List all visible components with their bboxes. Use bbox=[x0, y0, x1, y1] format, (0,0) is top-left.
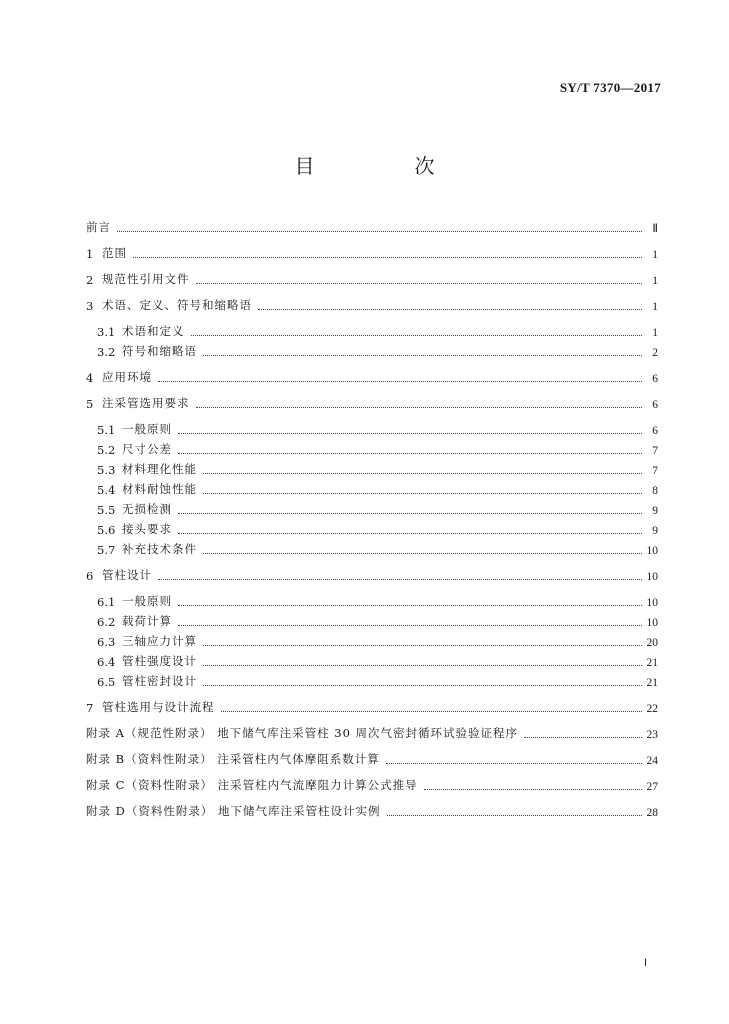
toc-entry-label: 管柱密封设计 bbox=[122, 674, 197, 688]
toc-entry-page: 20 bbox=[646, 637, 658, 649]
toc-leader-dots bbox=[196, 283, 643, 284]
toc-leader-dots bbox=[203, 665, 642, 666]
toc-entry-label: 一般原则 bbox=[122, 422, 172, 436]
toc-entry-label: 术语、定义、符号和缩略语 bbox=[102, 298, 252, 312]
toc-leader-dots bbox=[524, 737, 642, 738]
toc-entry-page: 10 bbox=[646, 597, 658, 609]
toc-leader-dots bbox=[424, 789, 642, 790]
toc-entry-page: 1 bbox=[652, 249, 658, 261]
toc-entry[interactable] bbox=[97, 441, 658, 457]
toc-entry-page: 1 bbox=[652, 301, 658, 313]
toc-leader-dots bbox=[133, 257, 642, 258]
toc-leader-dots bbox=[191, 335, 643, 336]
toc-entry-number: 5.4 bbox=[97, 483, 116, 497]
toc-entry-label: 无损检测 bbox=[122, 502, 172, 516]
toc-leader-dots bbox=[203, 473, 642, 474]
toc-entry-label: 一般原则 bbox=[122, 594, 172, 608]
toc-entry[interactable] bbox=[97, 653, 658, 669]
toc-entry[interactable] bbox=[86, 777, 658, 793]
toc-entry-number: 5.7 bbox=[97, 543, 116, 557]
toc-entry-label: 材料耐蚀性能 bbox=[122, 482, 197, 496]
toc-leader-dots bbox=[203, 493, 642, 494]
toc-leader-dots bbox=[178, 605, 642, 606]
toc-entry-page: 21 bbox=[646, 677, 658, 689]
toc-leader-dots bbox=[386, 763, 642, 764]
toc-entry-number: 5.1 bbox=[97, 423, 116, 437]
page-number: Ⅰ bbox=[644, 958, 647, 969]
toc-title: 目 次 bbox=[294, 154, 475, 178]
toc-entry[interactable] bbox=[97, 343, 658, 359]
toc-entry-page: 22 bbox=[646, 703, 658, 715]
toc-leader-dots bbox=[158, 579, 642, 580]
toc-entry[interactable] bbox=[86, 245, 658, 261]
toc-entry-page: 7 bbox=[652, 465, 658, 477]
toc-entry-number: 6.1 bbox=[97, 595, 116, 609]
toc-entry-page: Ⅱ bbox=[652, 223, 658, 235]
toc-entry-number: 5 bbox=[86, 397, 94, 411]
toc-entry-label: 管柱强度设计 bbox=[122, 654, 197, 668]
toc-entry-page: 21 bbox=[646, 657, 658, 669]
toc-entry[interactable] bbox=[97, 613, 658, 629]
toc-leader-dots bbox=[258, 309, 642, 310]
toc-entry[interactable] bbox=[97, 633, 658, 649]
toc-entry-label: 附录 B（资料性附录） 注采管柱内气体摩阻系数计算 bbox=[86, 752, 380, 766]
toc-entry-page: 10 bbox=[646, 617, 658, 629]
toc-entry-page: 6 bbox=[652, 373, 658, 385]
toc-entry-label: 接头要求 bbox=[122, 522, 172, 536]
toc-entry-label: 附录 A（规范性附录） 地下储气库注采管柱 30 周次气密封循环试验验证程序 bbox=[86, 726, 519, 740]
toc-entry[interactable] bbox=[86, 271, 658, 287]
toc-entry-number: 5.6 bbox=[97, 523, 116, 537]
toc-entry[interactable] bbox=[97, 481, 658, 497]
toc-entry-label: 管柱设计 bbox=[102, 568, 152, 582]
toc-leader-dots bbox=[221, 711, 643, 712]
toc-entry-page: 1 bbox=[652, 275, 658, 287]
toc-entry[interactable] bbox=[97, 421, 658, 437]
toc-leader-dots bbox=[178, 513, 642, 514]
toc-entry-label: 附录 C（资料性附录） 注采管柱内气流摩阻力计算公式推导 bbox=[86, 778, 418, 792]
toc-leader-dots bbox=[178, 625, 642, 626]
toc-entry-number: 6.4 bbox=[97, 655, 116, 669]
toc-entry-label: 术语和定义 bbox=[122, 324, 185, 338]
toc-entry[interactable] bbox=[97, 593, 658, 609]
toc-entry-label: 材料理化性能 bbox=[122, 462, 197, 476]
toc-entry[interactable] bbox=[86, 395, 658, 411]
toc-entry-page: 9 bbox=[652, 505, 658, 517]
toc-entry-label: 管柱选用与设计流程 bbox=[102, 700, 215, 714]
standard-code: SY/T 7370—2017 bbox=[559, 80, 661, 95]
toc-entry[interactable] bbox=[97, 521, 658, 537]
toc-entry-number: 3.2 bbox=[97, 345, 116, 359]
toc-entry[interactable] bbox=[86, 725, 658, 741]
toc-entry-number: 5.3 bbox=[97, 463, 116, 477]
toc-leader-dots bbox=[196, 407, 643, 408]
toc-leader-dots bbox=[178, 533, 642, 534]
toc-entry-number: 6.5 bbox=[97, 675, 116, 689]
toc-entry-page: 28 bbox=[646, 807, 658, 819]
toc-entry-number: 6 bbox=[86, 569, 94, 583]
toc-entry-page: 6 bbox=[652, 399, 658, 411]
toc-leader-dots bbox=[178, 433, 642, 434]
toc-entry[interactable] bbox=[97, 673, 658, 689]
toc-entry-label: 载荷计算 bbox=[122, 614, 172, 628]
toc-entry-label: 补充技术条件 bbox=[122, 542, 197, 556]
toc-entry-page: 24 bbox=[646, 755, 658, 767]
toc-leader-dots bbox=[203, 685, 642, 686]
toc-entry-label: 应用环境 bbox=[102, 370, 152, 384]
toc-entry-label: 规范性引用文件 bbox=[102, 272, 190, 286]
toc-entry-number: 2 bbox=[86, 273, 94, 287]
toc-entry-number: 6.2 bbox=[97, 615, 116, 629]
toc-entry-label: 前言 bbox=[86, 220, 111, 234]
toc-entry-number: 3.1 bbox=[97, 325, 116, 339]
toc-entry-number: 4 bbox=[86, 371, 94, 385]
toc-entry[interactable] bbox=[86, 803, 658, 819]
toc-leader-dots bbox=[158, 381, 642, 382]
toc-entry-page: 23 bbox=[646, 729, 658, 741]
toc-entry-number: 5.5 bbox=[97, 503, 116, 517]
toc-entry-page: 1 bbox=[652, 327, 658, 339]
toc-entry[interactable] bbox=[86, 567, 658, 583]
toc-entry-page: 2 bbox=[652, 347, 658, 359]
toc-entry[interactable] bbox=[86, 699, 658, 715]
toc-entry-label: 三轴应力计算 bbox=[122, 634, 197, 648]
toc-entry[interactable] bbox=[97, 501, 658, 517]
toc-entry-label: 符号和缩略语 bbox=[122, 344, 197, 358]
toc-entry-page: 9 bbox=[652, 525, 658, 537]
toc-entry-page: 8 bbox=[652, 485, 658, 497]
toc-entry-label: 范围 bbox=[102, 246, 127, 260]
toc-entry-number: 7 bbox=[86, 701, 94, 715]
toc-entry-number: 3 bbox=[86, 299, 94, 313]
toc-entry-label: 附录 D（资料性附录） 地下储气库注采管柱设计实例 bbox=[86, 804, 381, 818]
toc-leader-dots bbox=[203, 553, 642, 554]
toc-entry[interactable] bbox=[86, 219, 658, 235]
toc-entry-number: 5.2 bbox=[97, 443, 116, 457]
toc-entry-page: 27 bbox=[646, 781, 658, 793]
toc-leader-dots bbox=[178, 453, 642, 454]
toc-entry-page: 10 bbox=[646, 571, 658, 583]
toc-entry[interactable] bbox=[86, 297, 658, 313]
toc-entry-page: 7 bbox=[652, 445, 658, 457]
toc-leader-dots bbox=[203, 355, 642, 356]
toc-entry[interactable] bbox=[97, 541, 658, 557]
toc-entry-label: 尺寸公差 bbox=[122, 442, 172, 456]
toc-entry[interactable] bbox=[97, 461, 658, 477]
toc-leader-dots bbox=[387, 815, 642, 816]
toc-entry-label: 注采管选用要求 bbox=[102, 396, 190, 410]
toc-leader-dots bbox=[203, 645, 642, 646]
toc-entry[interactable] bbox=[86, 369, 658, 385]
toc-entry-page: 6 bbox=[652, 425, 658, 437]
toc-entry[interactable] bbox=[97, 323, 658, 339]
toc-entry-number: 6.3 bbox=[97, 635, 116, 649]
toc-entry[interactable] bbox=[86, 751, 658, 767]
toc-entry-page: 10 bbox=[646, 545, 658, 557]
toc-entry-number: 1 bbox=[86, 247, 94, 261]
toc-leader-dots bbox=[117, 231, 642, 232]
